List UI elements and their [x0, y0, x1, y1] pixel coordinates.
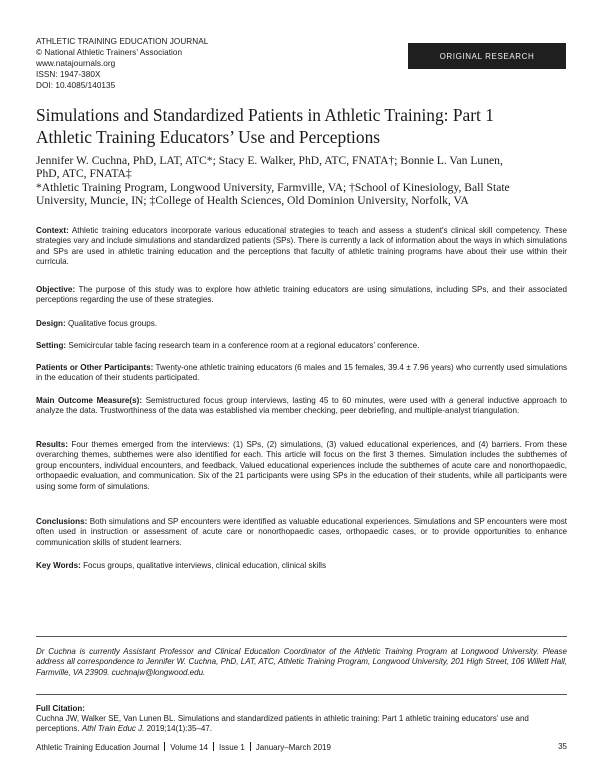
- context-label: Context:: [36, 226, 69, 235]
- outcome-text: Semistructured focus group interviews, lasting 45 to 60 minutes, were used with a general inductive approach to analyze the data. Trustworthiness of the data was established via member checking, peer debriefing, and multiple-analyst triangulation.: [36, 396, 567, 416]
- author-block: [36, 154, 576, 208]
- footer-issue: Issue 1: [219, 743, 245, 752]
- affiliations-line-1: *Athletic Training Program, Longwood University, Farmville, VA; †School of Kinesiology, Ball State: [36, 180, 510, 194]
- title-line-1: Simulations and Standardized Patients in Athletic Training: Part 1: [36, 105, 494, 125]
- article-type-badge: ORIGINAL RESEARCH: [408, 43, 566, 69]
- objective-label: Objective:: [36, 285, 76, 294]
- page-number: 35: [558, 742, 567, 751]
- journal-website: www.natajournals.org: [36, 59, 116, 68]
- footer-info: [36, 742, 331, 752]
- author-names-line-1: Jennifer W. Cuchna, PhD, LAT, ATC*; Stacy E. Walker, PhD, ATC, FNATA†; Bonnie L. Van Lunen,: [36, 154, 503, 167]
- article-title: [36, 104, 576, 148]
- footer-volume: Volume 14: [170, 743, 208, 752]
- footer-separator: [213, 742, 214, 751]
- footer-separator: [250, 742, 251, 751]
- journal-doi: DOI: 10.4085/140135: [36, 81, 116, 90]
- divider-bottom: [36, 694, 567, 695]
- abstract-outcome-measures: [36, 396, 567, 417]
- citation-ref: 2019;14(1):35–47.: [146, 724, 212, 734]
- abstract-objective: [36, 285, 567, 306]
- design-text: Qualitative focus groups.: [67, 319, 158, 328]
- keywords-label: Key Words:: [36, 561, 81, 570]
- results-label: Results:: [36, 440, 68, 449]
- journal-copyright: © National Athletic Trainers’ Association: [36, 48, 183, 57]
- results-text: Four themes emerged from the interviews: (1) SPs, (2) simulations, (3) valued educational experiences, and (4) barriers. From these overarching themes, subthemes were also identified for each. This article will focus on the first 3 themes. Simulation includes the subthemes of group encounters, individual encounters, and feedback. Valued educational experiences include the subthemes of acute care and nonorthopaedic, orthopaedic evaluation, and communication. Six of the 21 participants were using SPs in the education of their students, while all participants were using some form of simulations.: [36, 440, 567, 491]
- citation-text: [36, 714, 567, 735]
- outcome-label: Main Outcome Measure(s):: [36, 396, 143, 405]
- journal-meta: [36, 36, 336, 91]
- footer-separator: [164, 742, 165, 751]
- objective-text: The purpose of this study was to explore how athletic training educators are using simulations, including SPs, and their associated perceptions regarding the use of these strategies.: [36, 285, 567, 305]
- divider-top: [36, 636, 567, 637]
- abstract-conclusions: [36, 517, 567, 548]
- setting-label: Setting:: [36, 341, 67, 350]
- conclusions-label: Conclusions:: [36, 517, 88, 526]
- design-label: Design:: [36, 319, 66, 328]
- footer-date: January–March 2019: [255, 743, 331, 752]
- citation-heading: Full Citation:: [36, 704, 85, 713]
- participants-label: Patients or Other Participants:: [36, 363, 154, 372]
- abstract-design: [36, 319, 567, 329]
- journal-name: ATHLETIC TRAINING EDUCATION JOURNAL: [36, 37, 209, 46]
- conclusions-text: Both simulations and SP encounters were identified as valuable educational experiences. Simulations and SP encounters were most often used in instruction or assessment of acute care or nonorthopaedic cases, orthopaedic cases, or to provide opportunities to enhance communication skills of student learners.: [36, 517, 567, 547]
- affiliations-line-2: University, Muncie, IN; ‡College of Health Sciences, Old Dominion University, Norfolk, VA: [36, 194, 469, 208]
- title-line-2: Athletic Training Educators’ Use and Perceptions: [36, 127, 381, 147]
- setting-text: Semicircular table facing research team in a conference room at a regional educators’ conference.: [68, 341, 420, 350]
- abstract-keywords: [36, 561, 567, 571]
- author-names-line-2: PhD, ATC, FNATA‡: [36, 167, 132, 181]
- citation-main: Cuchna JW, Walker SE, Van Lunen BL. Simulations and standardized patients in athletic training: Part 1 athletic training educators’ use and perceptions.: [36, 714, 529, 734]
- keywords-text: Focus groups, qualitative interviews, clinical education, clinical skills: [83, 561, 326, 570]
- footer-journal: Athletic Training Education Journal: [36, 743, 160, 752]
- citation-journal: Athl Train Educ J.: [81, 724, 145, 734]
- journal-issn: ISSN: 1947-380X: [36, 70, 101, 79]
- abstract-participants: [36, 363, 567, 384]
- context-text: Athletic training educators incorporate various educational strategies to teach and assess a student's clinical skill competency. These strategies vary and include simulations and standardized patients (SPs). There is currently a lack of information about the ways in which simulations and SPs are used in athletic training education and the perceptions that faculty of athletic training programs have about their use within their curricula.: [36, 226, 567, 267]
- affiliation-note: Dr Cuchna is currently Assistant Professor and Clinical Education Coordinator of the Athletic Training Program at Longwood University. Please address all correspondence to Jennifer W. Cuchna, PhD, LAT, ATC, Athletic Training Program, Longwood University, 201 High Street, 106 Willett Hall, Farmville, VA 23909. cuchnajw@longwood.edu.: [36, 647, 567, 677]
- abstract-setting: [36, 341, 567, 351]
- abstract-results: [36, 440, 567, 492]
- participants-text: Twenty-one athletic training educators (6 males and 15 females, 39.4 ± 7.96 years) who currently used simulations in the education of their students participated.: [36, 363, 567, 383]
- abstract-context: [36, 226, 567, 268]
- page-footer: [36, 742, 567, 754]
